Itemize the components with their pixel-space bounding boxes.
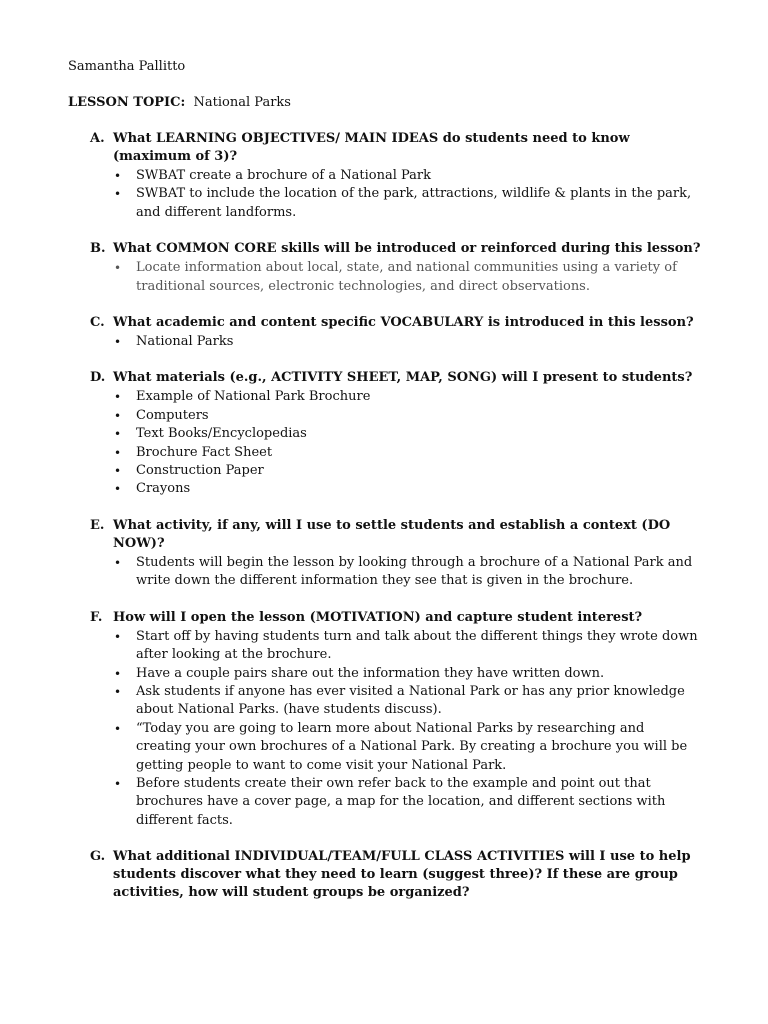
- bullet-icon: •: [114, 390, 122, 405]
- list-item-text: Brochure Fact Sheet: [136, 444, 273, 460]
- bullet-icon: •: [114, 427, 122, 442]
- section-letter: C.: [90, 315, 105, 331]
- section-d: [68, 369, 708, 498]
- list-item-text: Crayons: [136, 481, 191, 497]
- list-item-text: Have a couple pairs share out the information they have written down.: [136, 665, 605, 681]
- lesson-topic: [68, 94, 708, 112]
- bullet-icon: •: [114, 482, 122, 497]
- lesson-topic-value: National Parks: [193, 95, 291, 110]
- list-item: [114, 683, 708, 720]
- list-item: [114, 167, 708, 185]
- list-item-text: Before students create their own refer back to the example and point out that brochures have a cover page, a map for the location, and different sections with different facts.: [136, 775, 666, 828]
- list-item: [114, 333, 708, 351]
- section-e: [68, 517, 708, 591]
- list-item-text: National Parks: [136, 334, 234, 350]
- bullet-list: [68, 388, 708, 498]
- bullet-icon: •: [114, 776, 122, 791]
- list-item-text: Start off by having students turn and talk about the different things they wrote down after looking at the brochure.: [136, 628, 698, 663]
- list-item-text: “Today you are going to learn more about National Parks by researching and creating your own brochures of a National Park. By creating a brochure you will be getting people to want to come visit your National Park.: [136, 720, 688, 773]
- bullet-icon: •: [114, 555, 122, 570]
- section-g: [68, 848, 708, 902]
- bullet-icon: •: [114, 464, 122, 479]
- list-item: [114, 407, 708, 425]
- bullet-list: [68, 628, 708, 830]
- section-question: [68, 517, 708, 553]
- section-a: [68, 130, 708, 222]
- section-letter: F.: [90, 609, 103, 625]
- section-question: [68, 609, 708, 627]
- section-letter: E.: [90, 517, 105, 533]
- bullet-list: [68, 333, 708, 351]
- bullet-icon: •: [114, 629, 122, 644]
- question-text: What academic and content specific VOCABULARY is introduced in this lesson?: [113, 315, 694, 331]
- bullet-list: [68, 259, 708, 296]
- list-item: [114, 462, 708, 480]
- list-item-text: Construction Paper: [136, 463, 264, 479]
- section-question: [68, 130, 708, 166]
- lesson-topic-label: LESSON TOPIC:: [68, 95, 186, 110]
- section-letter: B.: [90, 241, 106, 257]
- list-item-text: Computers: [136, 407, 209, 423]
- list-item-text: SWBAT to include the location of the park, attractions, wildlife & plants in the park, and different landforms.: [136, 186, 692, 220]
- list-item: [114, 388, 708, 406]
- section-question: [68, 314, 708, 332]
- list-item: [114, 444, 708, 462]
- list-item: [114, 185, 708, 222]
- section-question: [68, 848, 708, 902]
- bullet-list: [68, 554, 708, 591]
- list-item-text: Example of National Park Brochure: [136, 389, 371, 405]
- list-item: [114, 259, 708, 296]
- bullet-icon: •: [114, 445, 122, 460]
- section-f: [68, 609, 708, 830]
- bullet-icon: •: [114, 169, 122, 183]
- bullet-list: [68, 167, 708, 222]
- question-sections: [68, 130, 708, 902]
- bullet-icon: •: [114, 408, 122, 423]
- bullet-icon: •: [114, 684, 122, 699]
- list-item: [114, 628, 708, 665]
- question-text: What materials (e.g., ACTIVITY SHEET, MAP, SONG) will I present to students?: [113, 370, 693, 386]
- list-item-text: Text Books/Encyclopedias: [136, 426, 307, 442]
- section-c: [68, 314, 708, 351]
- list-item: [114, 665, 708, 683]
- question-text: What activity, if any, will I use to settle students and establish a context (DO NOW)?: [113, 517, 671, 551]
- lesson-plan-page: [68, 58, 708, 902]
- section-question: [68, 240, 708, 258]
- list-item: [114, 775, 708, 830]
- bullet-icon: •: [114, 666, 122, 681]
- bullet-icon: •: [114, 187, 122, 202]
- bullet-icon: •: [114, 261, 122, 276]
- list-item-text: Ask students if anyone has ever visited a National Park or has any prior knowledge about National Parks. (have students discuss).: [136, 683, 685, 718]
- list-item: [114, 554, 708, 591]
- list-item-text: SWBAT create a brochure of a National Park: [136, 168, 432, 183]
- question-text: What COMMON CORE skills will be introduced or reinforced during this lesson?: [113, 241, 701, 257]
- list-item: [114, 720, 708, 775]
- question-text: What LEARNING OBJECTIVES/ MAIN IDEAS do students need to know (maximum of 3)?: [113, 131, 630, 164]
- list-item: [114, 425, 708, 443]
- list-item-text: Locate information about local, state, and national communities using a variety of traditional sources, electronic technologies, and direct observations.: [136, 260, 677, 294]
- bullet-icon: •: [114, 335, 122, 350]
- question-text: How will I open the lesson (MOTIVATION) and capture student interest?: [113, 609, 643, 625]
- list-item-text: Students will begin the lesson by looking through a brochure of a National Park and write down the different information they see that is given in the brochure.: [136, 554, 693, 589]
- section-letter: G.: [90, 849, 106, 865]
- question-text: What additional INDIVIDUAL/TEAM/FULL CLASS ACTIVITIES will I use to help students discover what they need to learn (suggest three)? If these are group activities, how will student groups be organized?: [113, 849, 691, 901]
- section-letter: D.: [90, 370, 106, 386]
- author-name: Samantha Pallitto: [68, 59, 186, 74]
- bullet-icon: •: [114, 721, 122, 736]
- section-letter: A.: [90, 131, 105, 146]
- list-item: [114, 480, 708, 498]
- section-question: [68, 369, 708, 387]
- section-b: [68, 240, 708, 296]
